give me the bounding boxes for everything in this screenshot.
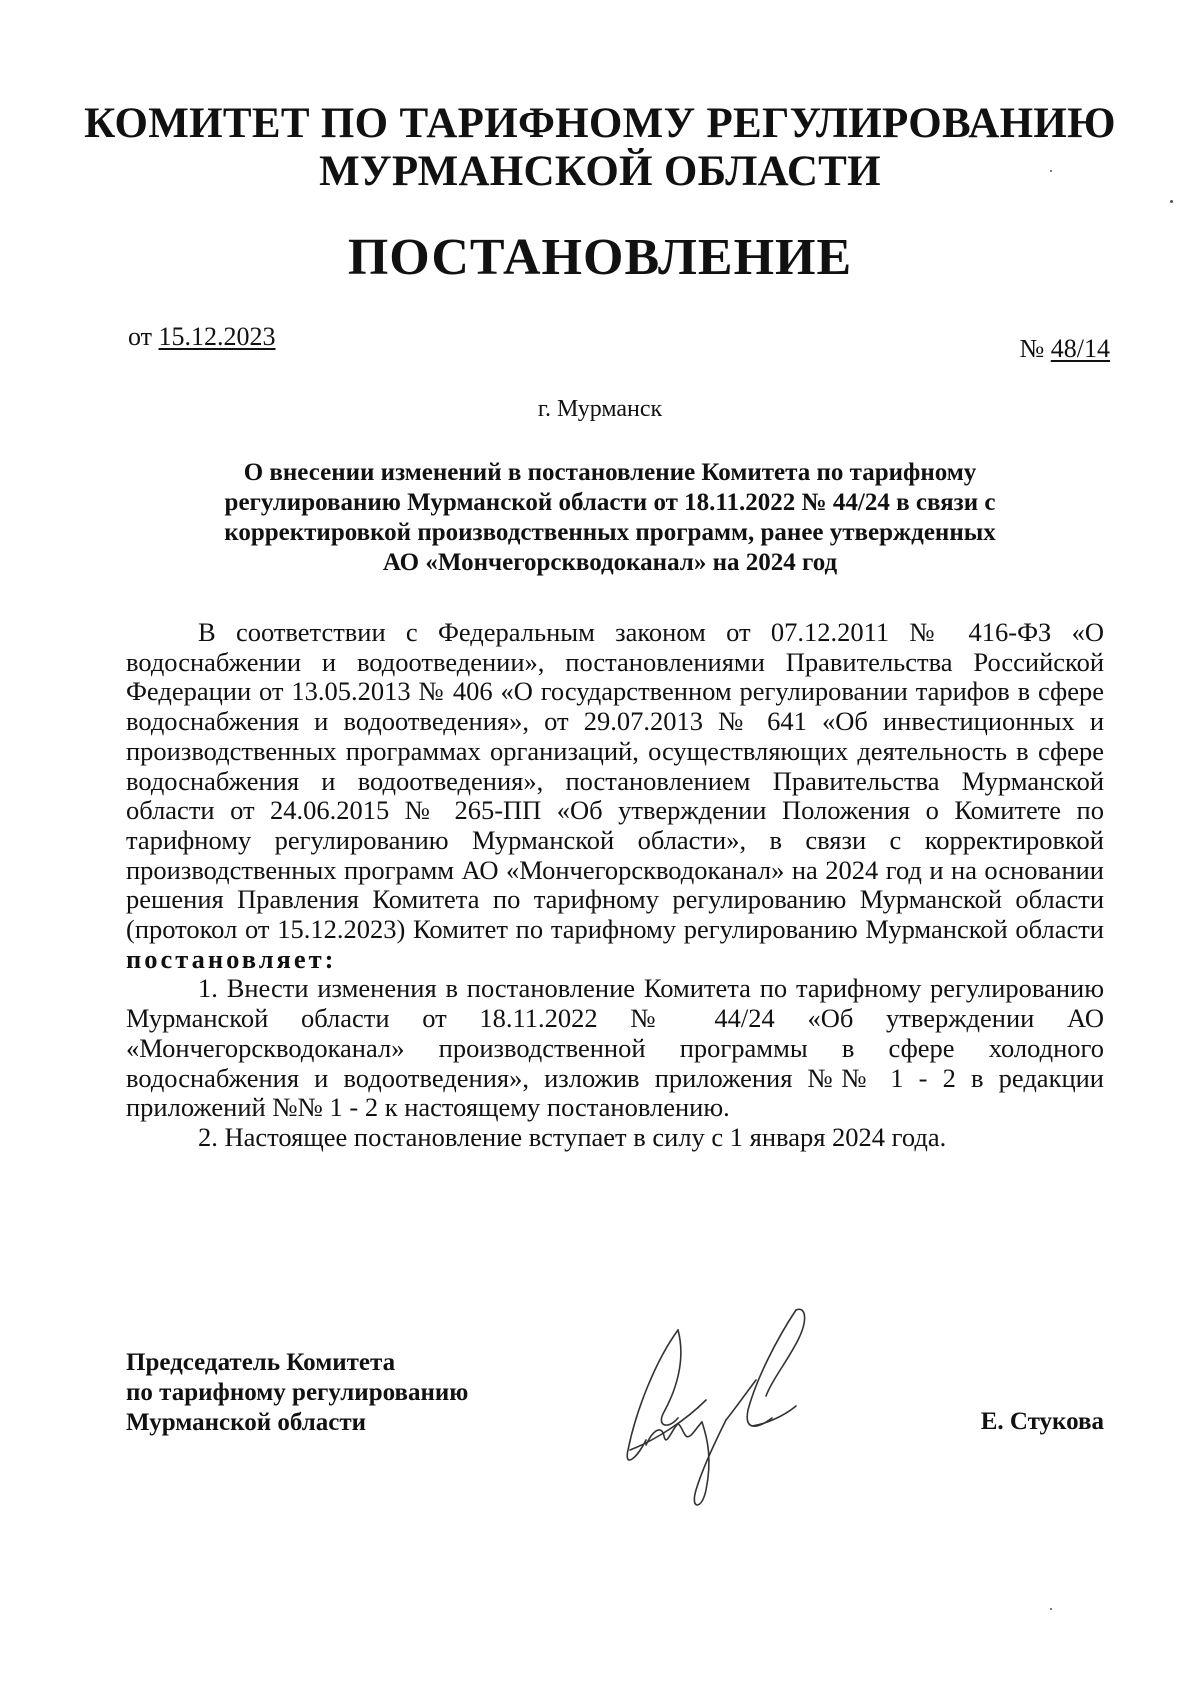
position-line-1: Председатель Комитета xyxy=(126,1349,396,1376)
date-prefix: от xyxy=(128,322,153,351)
subject-line-1: О внесении изменений в постановление Комитета по тарифному xyxy=(243,459,977,486)
decree-word: постановляет: xyxy=(126,943,337,974)
organization-title-line-2: МУРМАНСКОЙ ОБЛАСТИ xyxy=(319,148,881,195)
organization-title xyxy=(0,100,1200,196)
item-2-paragraph: 2. Настоящее постановление вступает в силу с 1 января 2024 года. xyxy=(198,1121,947,1152)
subject-line-4: АО «Мончегорскводоканал» на 2024 год xyxy=(382,549,838,576)
position-line-3: Мурманской области xyxy=(126,1409,367,1436)
scan-speck xyxy=(1050,1608,1052,1610)
document-type-heading: ПОСТАНОВЛЕНИЕ xyxy=(347,229,853,286)
signatory-position xyxy=(126,1348,468,1438)
signer-name: Е. Стукова xyxy=(980,1408,1104,1435)
scan-speck xyxy=(1170,200,1173,203)
date-value: 15.12.2023 xyxy=(158,322,276,351)
document-number xyxy=(1019,334,1110,364)
subject-line-2: регулированию Мурманской области от 18.11.2022 № 44/24 в связи с xyxy=(224,489,996,516)
position-line-2: по тарифному регулированию xyxy=(126,1379,469,1406)
scan-speck xyxy=(1050,170,1052,172)
subject-line-3: корректировкой производственных программ, ранее утвержденных xyxy=(224,519,996,546)
document-body xyxy=(126,618,1104,1153)
number-prefix: № xyxy=(1019,334,1045,363)
handwritten-signature xyxy=(616,1300,876,1520)
document-date xyxy=(128,322,276,352)
organization-title-line-1: КОМИТЕТ ПО ТАРИФНОМУ РЕГУЛИРОВАНИЮ xyxy=(84,100,1116,147)
number-value: 48/14 xyxy=(1050,334,1110,363)
item-1-paragraph: 1. Внести изменения в постановление Комитета по тарифному регулированию Мурманской области от 18.11.2022 № 44/24 «Об утверждении АО «Мончегорскводоканал» производственной программы в сфере холодного водоснабжения и водоотведения», изложив приложения №№ 1 - 2 в редакции приложений №№ 1 - 2 к настоящему постановлению. xyxy=(126,973,1104,1123)
preamble-paragraph xyxy=(126,618,1104,974)
preamble-text: В соответствии с Федеральным законом от 07.12.2011 № 416-ФЗ «О водоснабжении и водоотведении», постановлениями Правительства Российской Федерации от 13.05.2013 № 406 «О государственном регулировании тарифов в сфере водоснабжения и водоотведения», от 29.07.2013 № 641 «Об инвестиционных и производственных программах организаций, осуществляющих деятельность в сфере водоснабжения и водоотведения», постановлением Правительства Мурманской области от 24.06.2015 № 265-ПП «Об утверждении Положения о Комитете по тарифному регулированию Мурманской области», в связи с корректировкой производственных программ АО «Мончегорскводоканал» на 2024 год и на основании решения Правления Комитета по тарифному регулированию Мурманской области (протокол от 15.12.2023) Комитет по тарифному регулированию Мурманской области xyxy=(126,617,1104,945)
document-subject xyxy=(160,458,1060,578)
document-city: г. Мурманск xyxy=(537,396,663,422)
